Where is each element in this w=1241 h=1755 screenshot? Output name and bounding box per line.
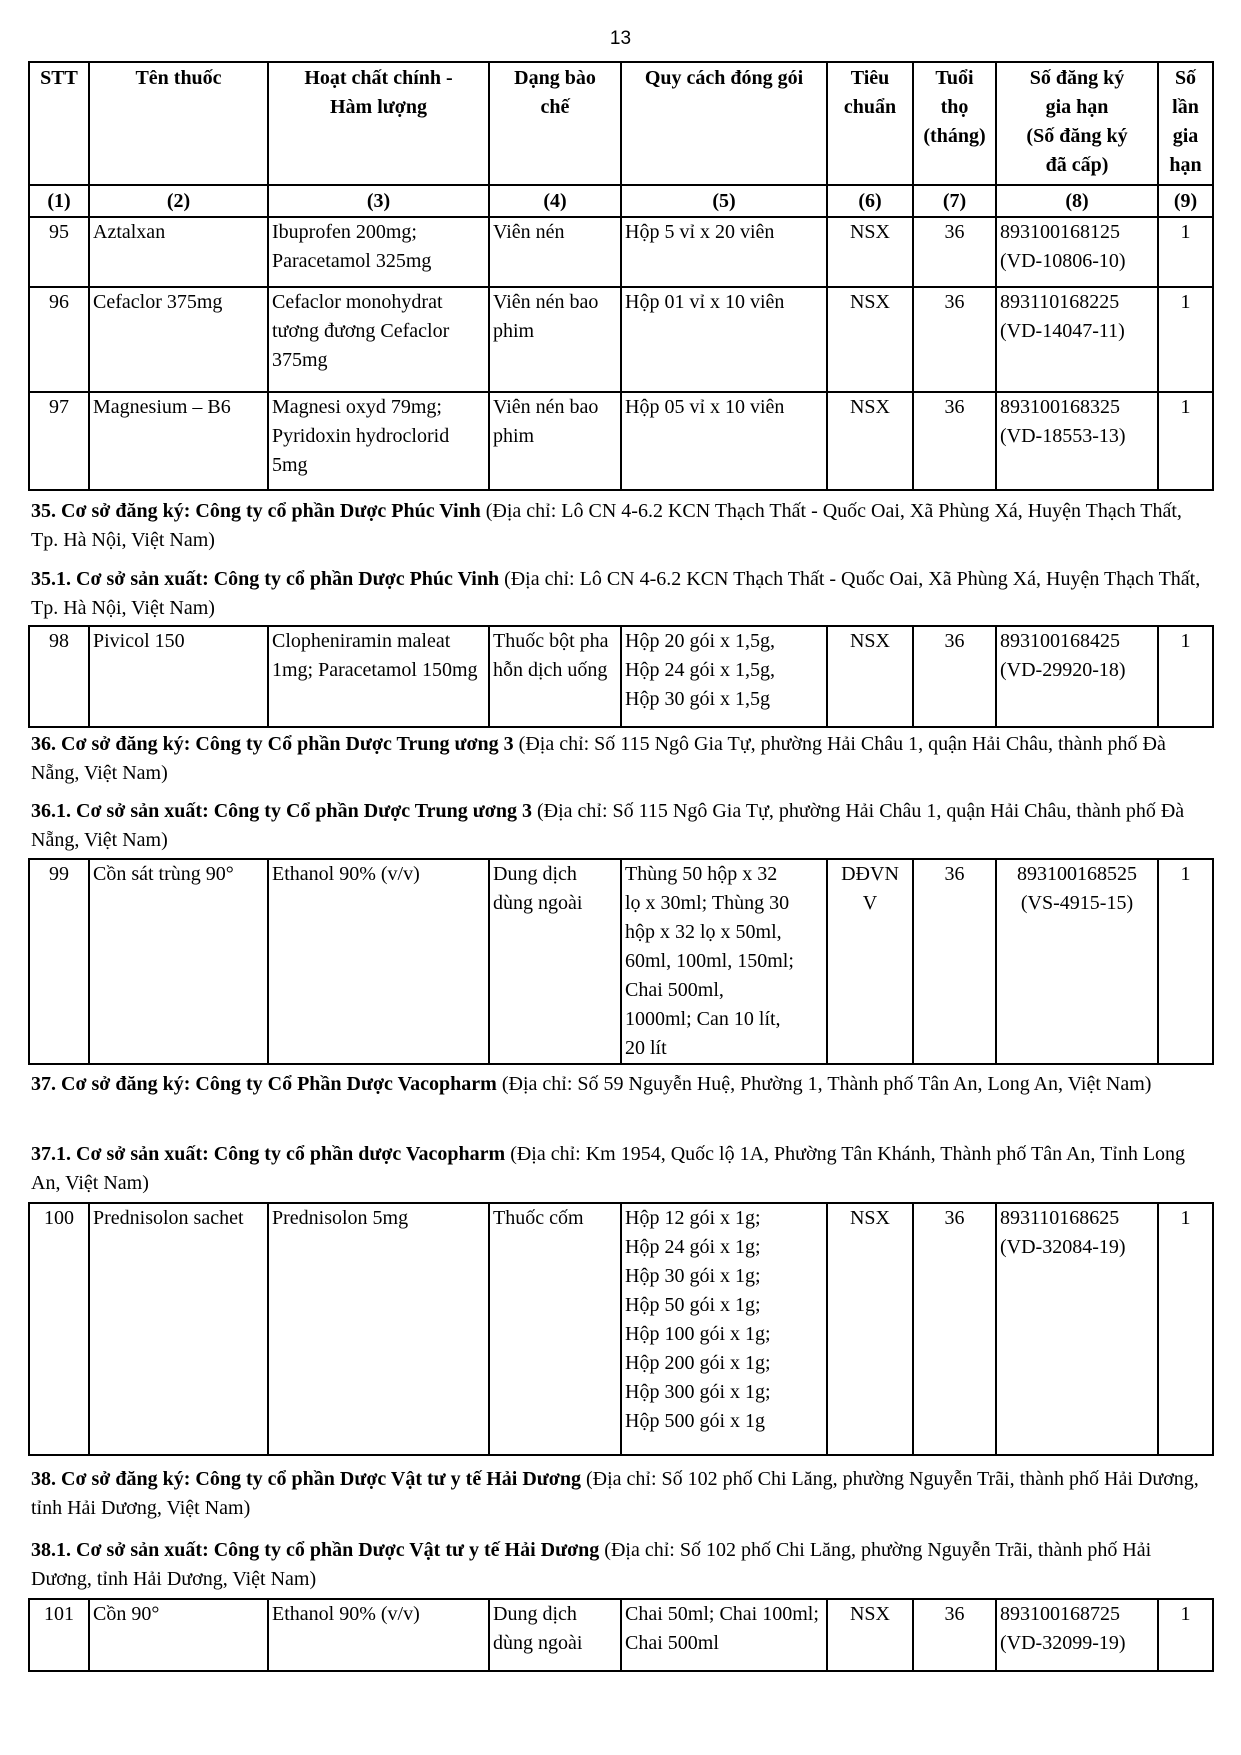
cell-packaging: Hộp 12 gói x 1g; Hộp 24 gói x 1g; Hộp 30 gói x 1g; Hộp 50 gói x 1g; Hộp 100 gói x 1g; Hộp 200 gói x 1g; Hộp 300 gói x 1g; Hộp 500 gói x 1g	[621, 1203, 827, 1455]
cell-form: Viên nén	[489, 217, 621, 287]
header-dosage-form: Dạng bào chế	[489, 62, 621, 185]
table-row	[29, 1203, 1213, 1455]
cell-renewals: 1	[1158, 626, 1213, 727]
cell-drug-name: Cefaclor 375mg	[89, 287, 268, 392]
table-row	[29, 859, 1213, 1064]
cell-standard: NSX	[827, 392, 913, 490]
cell-form: Dung dịch dùng ngoài	[489, 859, 621, 1064]
table-row	[29, 287, 1213, 392]
cell-ingredient: Ibuprofen 200mg; Paracetamol 325mg	[268, 217, 489, 287]
header-packaging: Quy cách đóng gói	[621, 62, 827, 185]
cell-stt: 98	[29, 626, 89, 727]
index-7: (7)	[913, 185, 996, 217]
cell-packaging: Hộp 5 vỉ x 20 viên	[621, 217, 827, 287]
cell-registration: 893100168125 (VD-10806-10)	[996, 217, 1158, 287]
cell-ingredient: Prednisolon 5mg	[268, 1203, 489, 1455]
cell-standard: DĐVN V	[827, 859, 913, 1064]
section-37-1-manufacturer: 37.1. Cơ sở sản xuất: Công ty cổ phần dược Vacopharm (Địa chỉ: Km 1954, Quốc lộ 1A, Phường Tân Khánh, Thành phố Tân An, Tỉnh Long An, Việt Nam)	[31, 1143, 1186, 1194]
cell-ingredient: Ethanol 90% (v/v)	[268, 1599, 489, 1671]
cell-form: Thuốc cốm	[489, 1203, 621, 1455]
cell-packaging: Hộp 01 vỉ x 10 viên	[621, 287, 827, 392]
cell-renewals: 1	[1158, 1203, 1213, 1455]
cell-ingredient: Cefaclor monohydrat tương đương Cefaclor 375mg	[268, 287, 489, 392]
section-37-registrant: 37. Cơ sở đăng ký: Công ty Cổ Phần Dược Vacopharm (Địa chỉ: Số 59 Nguyễn Huệ, Phường 1, Thành phố Tân An, Long An, Việt Nam)	[31, 1073, 1152, 1095]
cell-registration: 893110168625 (VD-32084-19)	[996, 1203, 1158, 1455]
section-38-registrant: 38. Cơ sở đăng ký: Công ty cổ phần Dược Vật tư y tế Hải Dương (Địa chỉ: Số 102 phố Chi Lăng, phường Nguyễn Trãi, thành phố Hải Dương, tỉnh Hải Dương, Việt Nam)	[31, 1468, 1199, 1519]
cell-stt: 97	[29, 392, 89, 490]
cell-renewals: 1	[1158, 1599, 1213, 1671]
cell-standard: NSX	[827, 217, 913, 287]
cell-registration: 893100168525 (VS-4915-15)	[996, 859, 1158, 1064]
header-active-ingredient: Hoạt chất chính - Hàm lượng	[268, 62, 489, 185]
table-row	[29, 626, 1213, 727]
header-renewal-count: Số lần gia hạn	[1158, 62, 1213, 185]
header-registration-number: Số đăng ký gia hạn (Số đăng ký đã cấp)	[996, 62, 1158, 185]
index-1: (1)	[29, 185, 89, 217]
cell-packaging: Hộp 05 vỉ x 10 viên	[621, 392, 827, 490]
cell-drug-name: Pivicol 150	[89, 626, 268, 727]
cell-drug-name: Cồn sát trùng 90°	[89, 859, 268, 1064]
cell-ingredient: Magnesi oxyd 79mg; Pyridoxin hydroclorid 5mg	[268, 392, 489, 490]
header-standard: Tiêu chuẩn	[827, 62, 913, 185]
cell-standard: NSX	[827, 287, 913, 392]
cell-drug-name: Magnesium – B6	[89, 392, 268, 490]
cell-shelf-life: 36	[913, 859, 996, 1064]
cell-shelf-life: 36	[913, 392, 996, 490]
cell-shelf-life: 36	[913, 217, 996, 287]
section-35-1-manufacturer: 35.1. Cơ sở sản xuất: Công ty cổ phần Dược Phúc Vinh (Địa chỉ: Lô CN 4-6.2 KCN Thạch Thất - Quốc Oai, Xã Phùng Xá, Huyện Thạch Thất, Tp. Hà Nội, Việt Nam)	[31, 568, 1201, 619]
drug-table-101	[28, 1598, 1212, 1672]
cell-drug-name: Cồn 90°	[89, 1599, 268, 1671]
drug-table-98	[28, 625, 1212, 728]
cell-standard: NSX	[827, 626, 913, 727]
cell-shelf-life: 36	[913, 1599, 996, 1671]
column-index-row	[29, 185, 1213, 217]
cell-form: Dung dịch dùng ngoài	[489, 1599, 621, 1671]
section-36-registrant: 36. Cơ sở đăng ký: Công ty Cổ phần Dược Trung ương 3 (Địa chỉ: Số 115 Ngô Gia Tự, phường Hải Châu 1, quận Hải Châu, thành phố Đà Nẵng, Việt Nam)	[31, 733, 1166, 784]
cell-renewals: 1	[1158, 859, 1213, 1064]
header-stt: STT	[29, 62, 89, 185]
cell-form: Viên nén bao phim	[489, 287, 621, 392]
cell-renewals: 1	[1158, 287, 1213, 392]
cell-standard: NSX	[827, 1599, 913, 1671]
header-shelf-life: Tuổi thọ (tháng)	[913, 62, 996, 185]
cell-shelf-life: 36	[913, 626, 996, 727]
cell-stt: 95	[29, 217, 89, 287]
table-row	[29, 217, 1213, 287]
cell-stt: 101	[29, 1599, 89, 1671]
cell-standard: NSX	[827, 1203, 913, 1455]
cell-registration: 893110168225 (VD-14047-11)	[996, 287, 1158, 392]
cell-form: Thuốc bột pha hỗn dịch uống	[489, 626, 621, 727]
cell-renewals: 1	[1158, 217, 1213, 287]
index-4: (4)	[489, 185, 621, 217]
section-36-1-manufacturer: 36.1. Cơ sở sản xuất: Công ty Cổ phần Dược Trung ương 3 (Địa chỉ: Số 115 Ngô Gia Tự, phường Hải Châu 1, quận Hải Châu, thành phố Đà Nẵng, Việt Nam)	[31, 800, 1185, 851]
index-9: (9)	[1158, 185, 1213, 217]
drug-table-99	[28, 858, 1212, 1065]
index-3: (3)	[268, 185, 489, 217]
cell-ingredient: Clopheniramin maleat 1mg; Paracetamol 150mg	[268, 626, 489, 727]
header-drug-name: Tên thuốc	[89, 62, 268, 185]
section-35-registrant: 35. Cơ sở đăng ký: Công ty cổ phần Dược Phúc Vinh (Địa chỉ: Lô CN 4-6.2 KCN Thạch Thất - Quốc Oai, Xã Phùng Xá, Huyện Thạch Thất, Tp. Hà Nội, Việt Nam)	[31, 500, 1182, 551]
cell-packaging: Hộp 20 gói x 1,5g, Hộp 24 gói x 1,5g, Hộp 30 gói x 1,5g	[621, 626, 827, 727]
cell-registration: 893100168325 (VD-18553-13)	[996, 392, 1158, 490]
section-38-1-manufacturer: 38.1. Cơ sở sản xuất: Công ty cổ phần Dược Vật tư y tế Hải Dương (Địa chỉ: Số 102 phố Chi Lăng, phường Nguyễn Trãi, thành phố Hải Dương, tỉnh Hải Dương, Việt Nam)	[31, 1539, 1152, 1590]
cell-drug-name: Prednisolon sachet	[89, 1203, 268, 1455]
index-8: (8)	[996, 185, 1158, 217]
index-5: (5)	[621, 185, 827, 217]
index-6: (6)	[827, 185, 913, 217]
table-header-row	[29, 62, 1213, 185]
cell-packaging: Chai 50ml; Chai 100ml; Chai 500ml	[621, 1599, 827, 1671]
page-number: 13	[609, 28, 632, 49]
cell-stt: 96	[29, 287, 89, 392]
cell-packaging: Thùng 50 hộp x 32 lọ x 30ml; Thùng 30 hộp x 32 lọ x 50ml, 60ml, 100ml, 150ml; Chai 500ml, 1000ml; Can 10 lít, 20 lít	[621, 859, 827, 1064]
cell-ingredient: Ethanol 90% (v/v)	[268, 859, 489, 1064]
cell-shelf-life: 36	[913, 1203, 996, 1455]
cell-drug-name: Aztalxan	[89, 217, 268, 287]
cell-registration: 893100168425 (VD-29920-18)	[996, 626, 1158, 727]
cell-shelf-life: 36	[913, 287, 996, 392]
cell-stt: 99	[29, 859, 89, 1064]
index-2: (2)	[89, 185, 268, 217]
drug-table-100	[28, 1202, 1212, 1456]
drug-table-main	[28, 61, 1212, 491]
cell-renewals: 1	[1158, 392, 1213, 490]
cell-stt: 100	[29, 1203, 89, 1455]
table-row	[29, 1599, 1213, 1671]
cell-registration: 893100168725 (VD-32099-19)	[996, 1599, 1158, 1671]
table-row	[29, 392, 1213, 490]
cell-form: Viên nén bao phim	[489, 392, 621, 490]
